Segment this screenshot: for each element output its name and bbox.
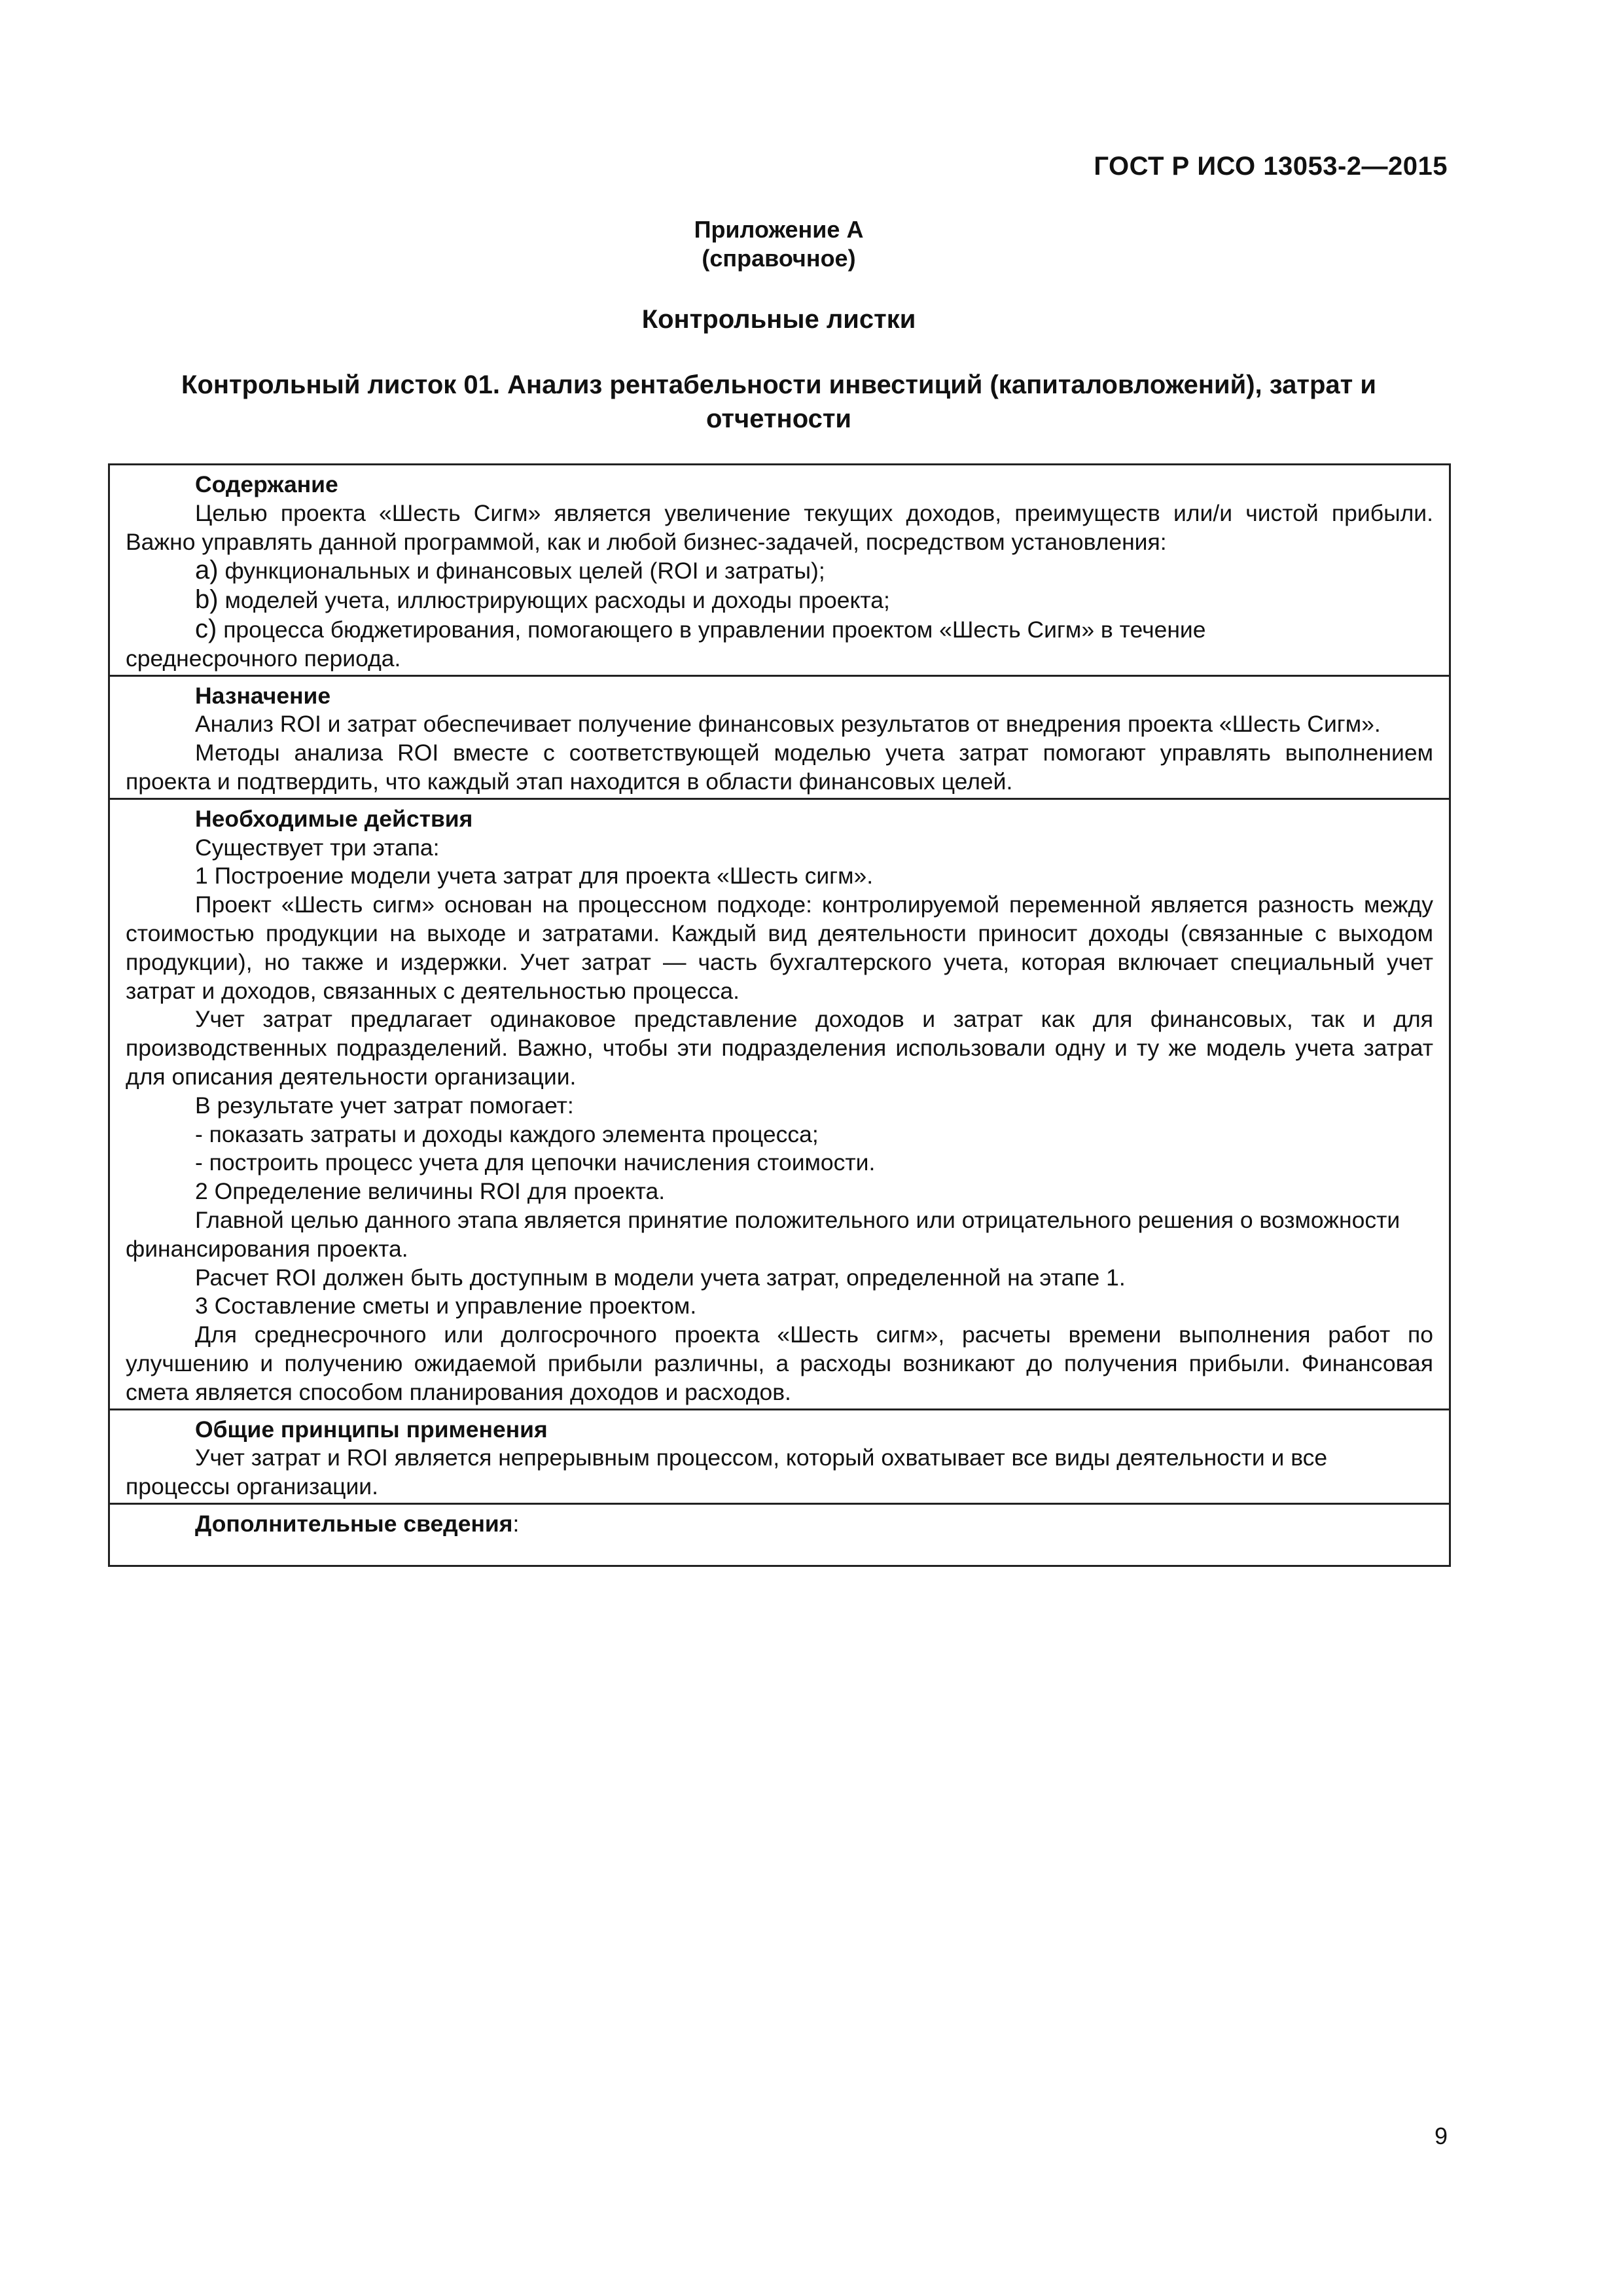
paragraph: В результате учет затрат помогает: bbox=[195, 1092, 574, 1119]
list-item-text: процесса бюджетирования, помогающего в управлении проектом «Шесть Сигм» в течение bbox=[223, 616, 1206, 643]
sheet-title bbox=[105, 368, 1453, 436]
section-title: Контрольные листки bbox=[641, 305, 916, 334]
section-heading-text: Дополнительные сведения bbox=[195, 1510, 513, 1537]
paragraph: Методы анализа ROI вместе с соответствующей моделью учета затрат помогают управлять выполнением проекта и подтвердить, что каждый этап находится в области финансовых целей. bbox=[126, 740, 1433, 795]
page-number: 9 bbox=[1434, 2123, 1448, 2149]
section-heading: Назначение bbox=[195, 682, 331, 709]
section-actions bbox=[110, 800, 1449, 1410]
annex-title: Приложение А bbox=[694, 216, 864, 243]
paragraph: Учет затрат и ROI является непрерывным процессом, который охватывает все виды деятельности и все процессы организации. bbox=[126, 1444, 1328, 1500]
checklist-table bbox=[108, 463, 1451, 1567]
heading-colon: : bbox=[512, 1510, 520, 1537]
section-principles bbox=[110, 1410, 1449, 1505]
list-item-text: моделей учета, иллюстрирующих расходы и доходы проекта; bbox=[224, 587, 890, 614]
list-item bbox=[126, 615, 1433, 645]
list-item-continuation: среднесрочного периода. bbox=[126, 645, 401, 672]
list-item: - построить процесс учета для цепочки начисления стоимости. bbox=[195, 1149, 876, 1176]
paragraph: Анализ ROI и затрат обеспечивает получение финансовых результатов от внедрения проекта «Шесть Сигм». bbox=[195, 711, 1381, 738]
list-item-text: функциональных и финансовых целей (ROI и затраты); bbox=[224, 558, 825, 584]
paragraph: Учет затрат предлагает одинаковое представление доходов и затрат как для финансовых, так и для производственных подразделений. Важно, чтобы эти подразделения использовали одну и ту же модель учета затрат для описания деятельности организации. bbox=[126, 1006, 1433, 1090]
paragraph: Существует три этапа: bbox=[195, 834, 440, 861]
content-intro: Целью проекта «Шесть Сигм» является увеличение текущих доходов, преимуществ или/и чистой прибыли. Важно управлять данной программой, как и любой бизнес-задачей, посредством установления: bbox=[126, 499, 1433, 555]
list-marker: a) bbox=[195, 556, 219, 585]
paragraph: Для среднесрочного или долгосрочного проекта «Шесть сигм», расчеты времени выполнения работ по улучшению и получению ожидаемой прибыли различны, а расходы возникают до получения прибыли. Финансовая смета является способом планирования доходов и расходов. bbox=[126, 1321, 1433, 1405]
sheet-title-line-1: Контрольный листок 01. Анализ рентабельности инвестиций (капиталовложений), затрат и bbox=[181, 370, 1376, 399]
list-item: - показать затраты и доходы каждого элемента процесса; bbox=[195, 1121, 819, 1147]
list-marker: b) bbox=[195, 585, 219, 615]
section-content bbox=[110, 465, 1449, 677]
paragraph: Главной целью данного этапа является принятие положительного или отрицательного решения о возможности финансирования проекта. bbox=[126, 1206, 1400, 1262]
list-item bbox=[126, 556, 1433, 586]
section-heading bbox=[126, 1510, 1433, 1539]
paragraph: Расчет ROI должен быть доступным в модели учета затрат, определенной на этапе 1. bbox=[195, 1264, 1126, 1291]
section-purpose bbox=[110, 677, 1449, 800]
step-heading: 2 Определение величины ROI для проекта. bbox=[195, 1178, 666, 1205]
annex-kind: (справочное) bbox=[702, 245, 856, 272]
list-item bbox=[126, 586, 1433, 615]
step-heading: 1 Построение модели учета затрат для проекта «Шесть сигм». bbox=[195, 863, 874, 889]
paragraph: Проект «Шесть сигм» основан на процессном подходе: контролируемой переменной является разность между стоимостью продукции на выходе и затратами. Каждый вид деятельности приносит доходы (связанные с выходом продукции), но также и издержки. Учет затрат — часть бухгалтерского учета, которая включает специальный учет затрат и доходов, связанных с деятельностью процесса. bbox=[126, 891, 1433, 1004]
section-heading: Общие принципы применения bbox=[195, 1416, 548, 1443]
section-heading: Содержание bbox=[195, 471, 338, 497]
document-code: ГОСТ Р ИСО 13053-2—2015 bbox=[1094, 152, 1448, 181]
section-heading: Необходимые действия bbox=[195, 805, 473, 832]
list-marker: c) bbox=[195, 614, 217, 643]
sheet-title-line-2: отчетности bbox=[705, 404, 852, 433]
section-additional bbox=[110, 1505, 1449, 1565]
step-heading: 3 Составление сметы и управление проектом. bbox=[195, 1293, 697, 1319]
